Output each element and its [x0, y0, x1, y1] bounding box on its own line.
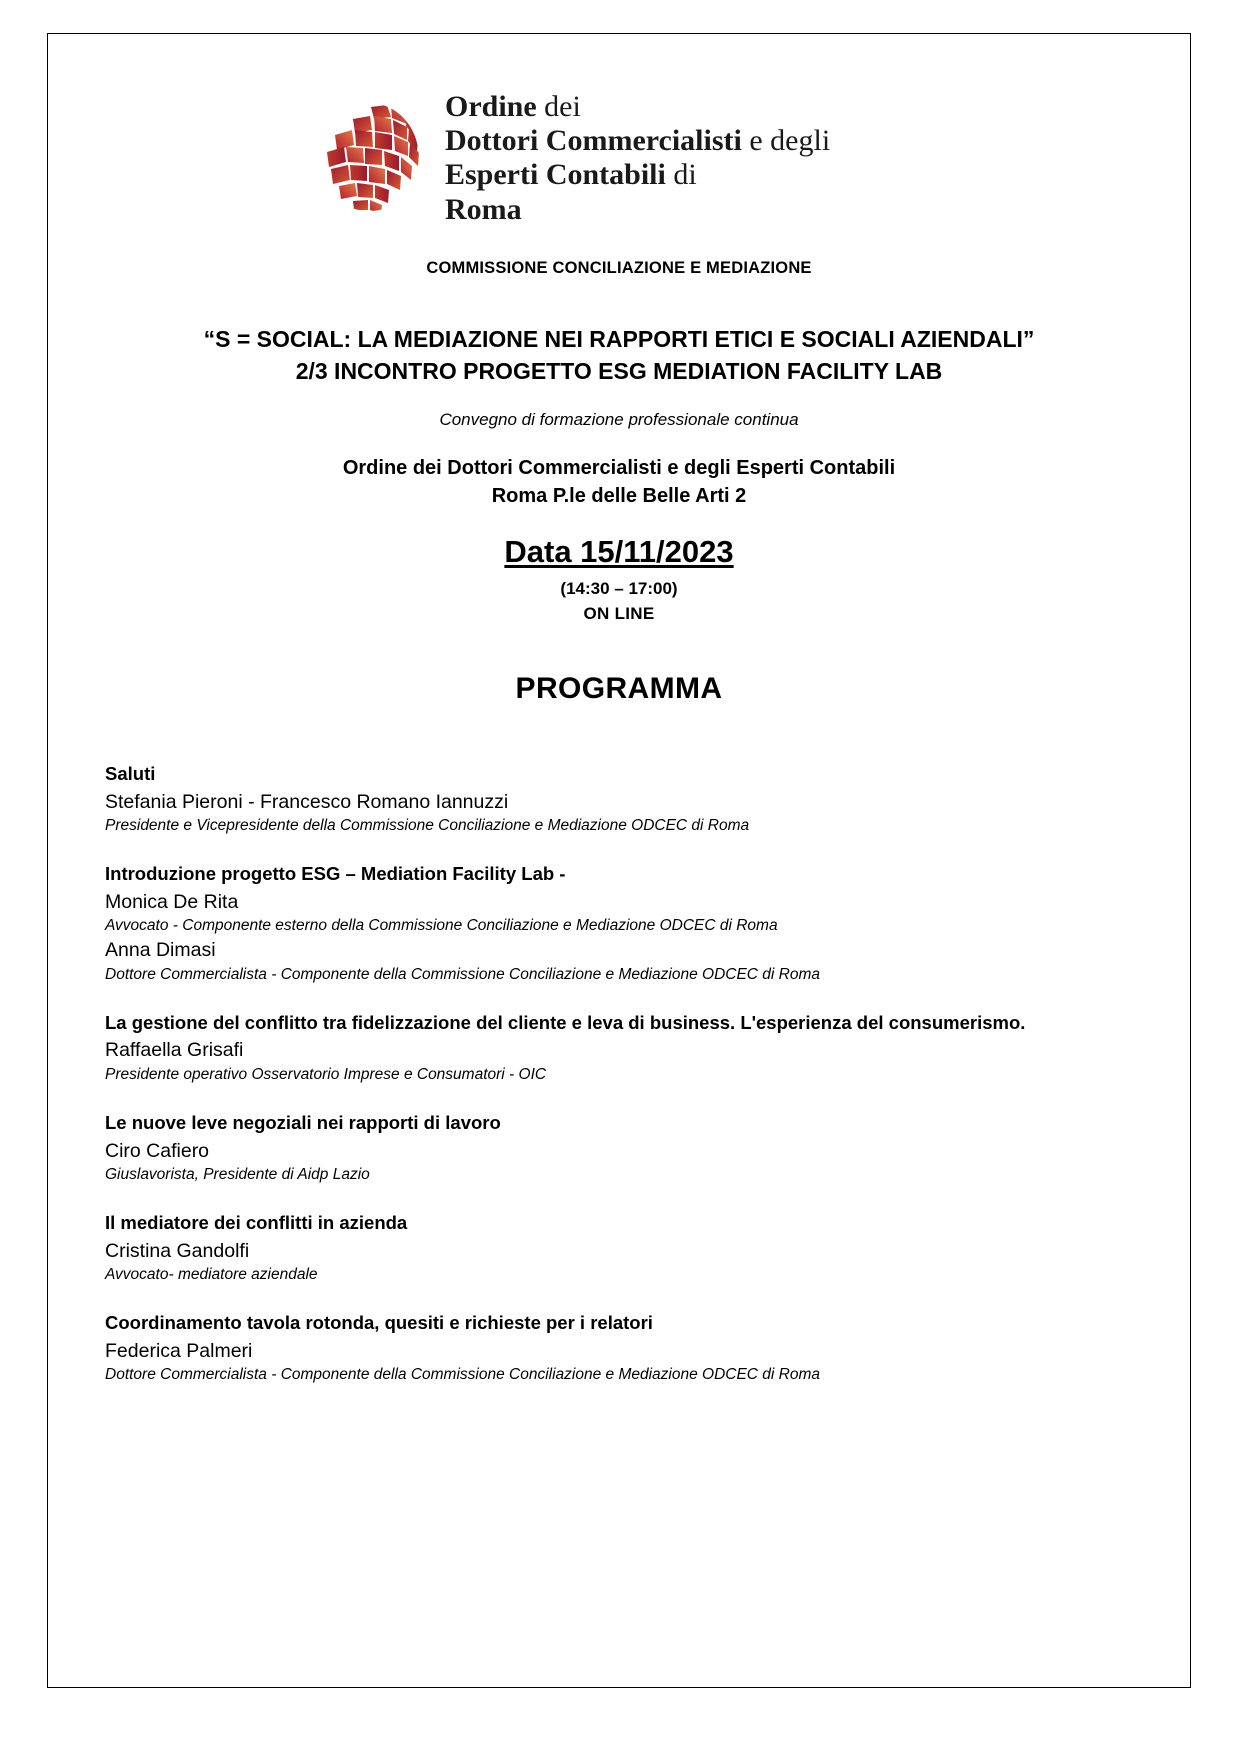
program-entry-title: Saluti — [105, 763, 156, 785]
speaker-role: Presidente e Vicepresidente della Commissione Conciliazione e Mediazione ODCEC di Roma — [105, 817, 750, 835]
program-entry — [105, 1211, 1135, 1285]
commission-name: COMMISSIONE CONCILIAZIONE E MEDIAZIONE — [426, 258, 812, 277]
program-entry — [105, 1311, 1135, 1385]
logo-line-2-bold: Dottori Commercialisti — [445, 124, 742, 158]
header-section — [48, 259, 1190, 707]
event-title-line-2: 2/3 INCONTRO PROGETTO ESG MEDIATION FACILITY LAB — [295, 358, 943, 385]
event-date — [106, 534, 1132, 570]
event-mode: ON LINE — [583, 604, 655, 624]
venue-address: Roma P.le delle Belle Arti 2 — [491, 484, 747, 507]
logo-line-2 — [445, 124, 830, 158]
program-entry-title: La gestione del conflitto tra fidelizzazione del cliente e leva di business. L'esperienza del consumerismo. — [105, 1011, 1026, 1033]
speaker-name: Federica Palmeri — [105, 1339, 253, 1362]
program-entry — [105, 1111, 1135, 1185]
program-list — [48, 762, 1190, 1385]
program-entry-title: Coordinamento tavola rotonda, quesiti e richieste per i relatori — [105, 1312, 653, 1334]
speaker-name: Cristina Gandolfi — [105, 1239, 250, 1262]
program-entry — [105, 862, 1135, 985]
venue-block — [106, 455, 1132, 510]
logo-line-1-rest: dei — [536, 90, 581, 123]
logo-line-3-bold: Esperti Contabili — [445, 158, 666, 192]
program-entry-title: Il mediatore dei conflitti in azienda — [105, 1212, 408, 1234]
speaker-name: Raffaella Grisafi — [105, 1039, 244, 1062]
speaker-name: Anna Dimasi — [105, 939, 216, 962]
event-time: (14:30 – 17:00) — [560, 579, 678, 599]
programma-heading: PROGRAMMA — [515, 672, 723, 706]
program-entry — [105, 1011, 1135, 1085]
logo-line-4 — [445, 193, 830, 227]
organization-logo — [48, 34, 1190, 227]
event-title — [106, 323, 1132, 388]
speaker-role: Avvocato - Componente esterno della Commissione Conciliazione e Mediazione ODCEC di Roma — [105, 917, 778, 935]
event-title-line-1: “S = SOCIAL: LA MEDIAZIONE NEI RAPPORTI ETICI E SOCIALI AZIENDALI” — [203, 325, 1035, 352]
event-subtitle: Convegno di formazione professionale continua — [439, 410, 799, 430]
program-entry-title: Introduzione progetto ESG – Mediation Facility Lab - — [105, 863, 566, 885]
speaker-role: Dottore Commercialista - Componente della Commissione Conciliazione e Mediazione ODCEC di Roma — [105, 965, 821, 983]
document-page — [47, 33, 1191, 1688]
logo-line-4-bold: Roma — [445, 192, 522, 226]
venue-organization: Ordine dei Dottori Commercialisti e degli Esperti Contabili — [342, 457, 896, 480]
event-date-text: Data 15/11/2023 — [504, 534, 734, 570]
logo-line-1 — [445, 90, 830, 124]
speaker-name: Ciro Cafiero — [105, 1139, 210, 1162]
program-entry-title: Le nuove leve negoziali nei rapporti di lavoro — [105, 1111, 501, 1133]
program-entry — [105, 762, 1135, 836]
speaker-role: Giuslavorista, Presidente di Aidp Lazio — [105, 1165, 370, 1183]
speaker-name: Monica De Rita — [105, 890, 239, 913]
speaker-role: Dottore Commercialista - Componente della Commissione Conciliazione e Mediazione ODCEC di Roma — [105, 1366, 821, 1384]
logo-wordmark — [445, 86, 830, 227]
speaker-name: Stefania Pieroni - Francesco Romano Iannuzzi — [105, 790, 509, 813]
speaker-role: Presidente operativo Osservatorio Imprese e Consumatori - OIC — [105, 1065, 547, 1083]
logo-line-3 — [445, 158, 830, 192]
mosaic-globe-icon — [313, 97, 425, 215]
logo-line-2-rest: e degli — [741, 124, 831, 158]
logo-line-1-bold: Ordine — [445, 90, 537, 123]
logo-line-3-rest: di — [665, 158, 697, 192]
speaker-role: Avvocato- mediatore aziendale — [105, 1265, 318, 1283]
